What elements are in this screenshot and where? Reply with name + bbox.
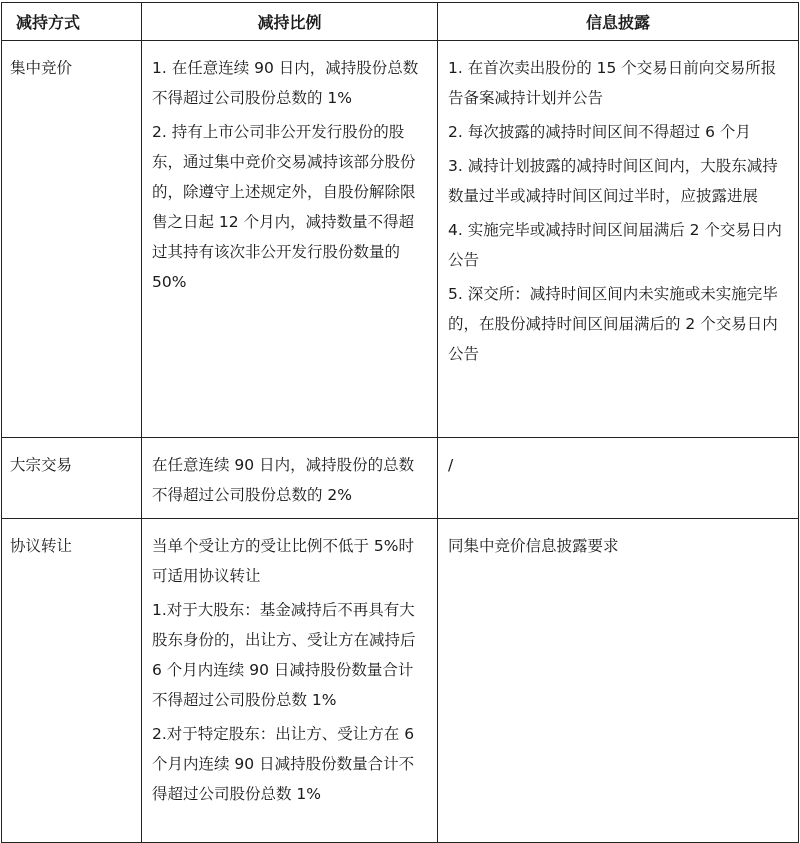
method-label: 协议转让 [10, 537, 73, 555]
header-row [2, 3, 799, 41]
disclosure-item: 3. 减持计划披露的减持时间区间内，大股东减持数量过半或减持时间区间过半时，应披露进展 [448, 157, 778, 205]
header-method: 减持方式 [2, 3, 142, 41]
ratio-item: 当单个受让方的受让比例不低于 5%时可适用协议转让 [152, 537, 415, 585]
header-ratio: 减持比例 [142, 3, 438, 41]
method-label: 集中竞价 [10, 59, 73, 77]
disclosure-item: 1. 在首次卖出股份的 15 个交易日前向交易所报告备案减持计划并公告 [448, 59, 777, 107]
disclosure-cell [438, 438, 799, 519]
disclosure-item: 同集中竞价信息披露要求 [448, 537, 619, 555]
ratio-item: 1.对于大股东：基金减持后不再具有大股东身份的，出让方、受让方在减持后 6 个月内连续 90 日减持股份数量合计不得超过公司股份总数 1% [152, 601, 416, 709]
disclosure-item: / [448, 456, 454, 474]
disclosure-item: 4. 实施完毕或减持时间区间届满后 2 个交易日内公告 [448, 221, 782, 269]
ratio-item: 1. 在任意连续 90 日内，减持股份总数不得超过公司股份总数的 1% [152, 59, 419, 107]
reduction-rules-table [1, 2, 799, 843]
ratio-item: 在任意连续 90 日内，减持股份的总数不得超过公司股份总数的 2% [152, 456, 415, 504]
ratio-cell [142, 519, 438, 843]
disclosure-item: 5. 深交所：减持时间区间内未实施或未实施完毕的，在股份减持时间区间届满后的 2 个交易日内公告 [448, 285, 778, 363]
table-row-block-trade [2, 438, 799, 519]
ratio-cell [142, 438, 438, 519]
disclosure-item: 2. 每次披露的减持时间区间不得超过 6 个月 [448, 123, 751, 141]
method-label: 大宗交易 [10, 456, 73, 474]
disclosure-cell [438, 41, 799, 438]
method-cell [2, 438, 142, 519]
method-cell [2, 519, 142, 843]
header-disclosure: 信息披露 [438, 3, 799, 41]
disclosure-cell [438, 519, 799, 843]
ratio-item: 2. 持有上市公司非公开发行股份的股东，通过集中竞价交易减持该部分股份的，除遵守上述规定外，自股份解除限售之日起 12 个月内，减持数量不得超过其持有该次非公开发行股份数量的 50% [152, 123, 416, 291]
ratio-cell [142, 41, 438, 438]
table-row-agreement-transfer [2, 519, 799, 843]
method-cell [2, 41, 142, 438]
ratio-item: 2.对于特定股东：出让方、受让方在 6 个月内连续 90 日减持股份数量合计不得超过公司股份总数 1% [152, 725, 415, 803]
table-row-centralized-bidding [2, 41, 799, 438]
